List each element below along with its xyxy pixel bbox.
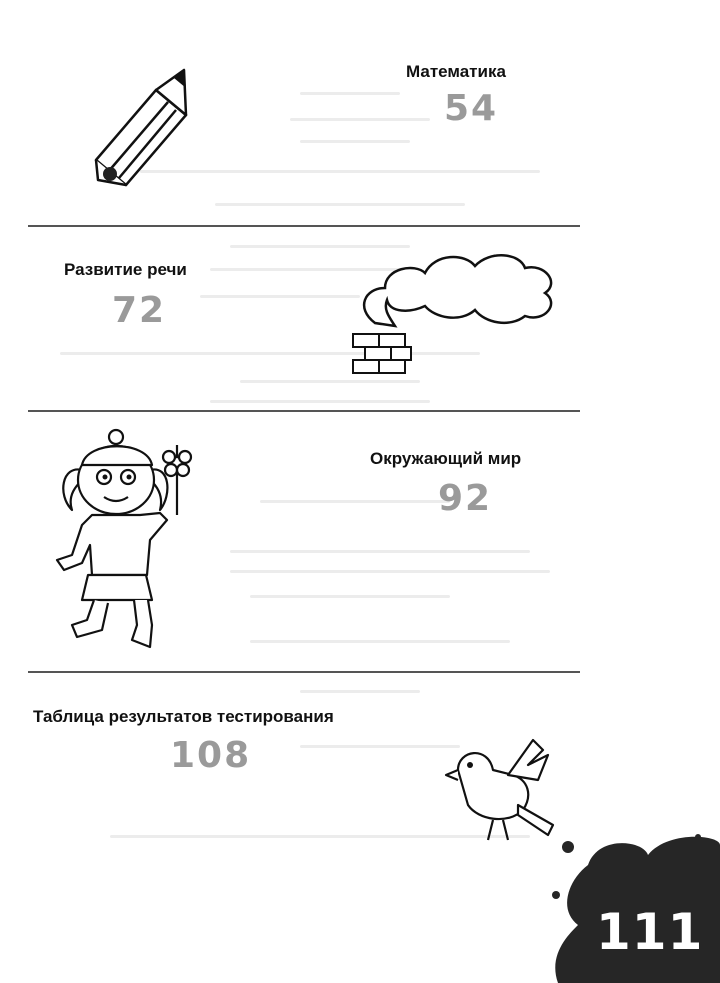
section-title-speech: Развитие речи <box>64 260 187 279</box>
page-number-results: 108 <box>170 735 252 776</box>
chimney-smoke-icon <box>345 238 565 378</box>
page-number-speech: 72 <box>112 290 167 331</box>
section-title-world: Окружающий мир <box>370 449 522 468</box>
page-number-world: 92 <box>438 478 493 519</box>
divider <box>28 225 580 227</box>
girl-with-flower-icon <box>52 425 212 655</box>
divider <box>28 410 580 412</box>
divider <box>28 671 580 673</box>
footer-page-number: 111 <box>596 903 704 961</box>
section-title-results: Таблица результатов тестирования <box>33 707 334 726</box>
section-title-math: Математика <box>406 62 506 81</box>
pencil-icon <box>86 60 206 200</box>
page-number-math: 54 <box>444 88 499 129</box>
